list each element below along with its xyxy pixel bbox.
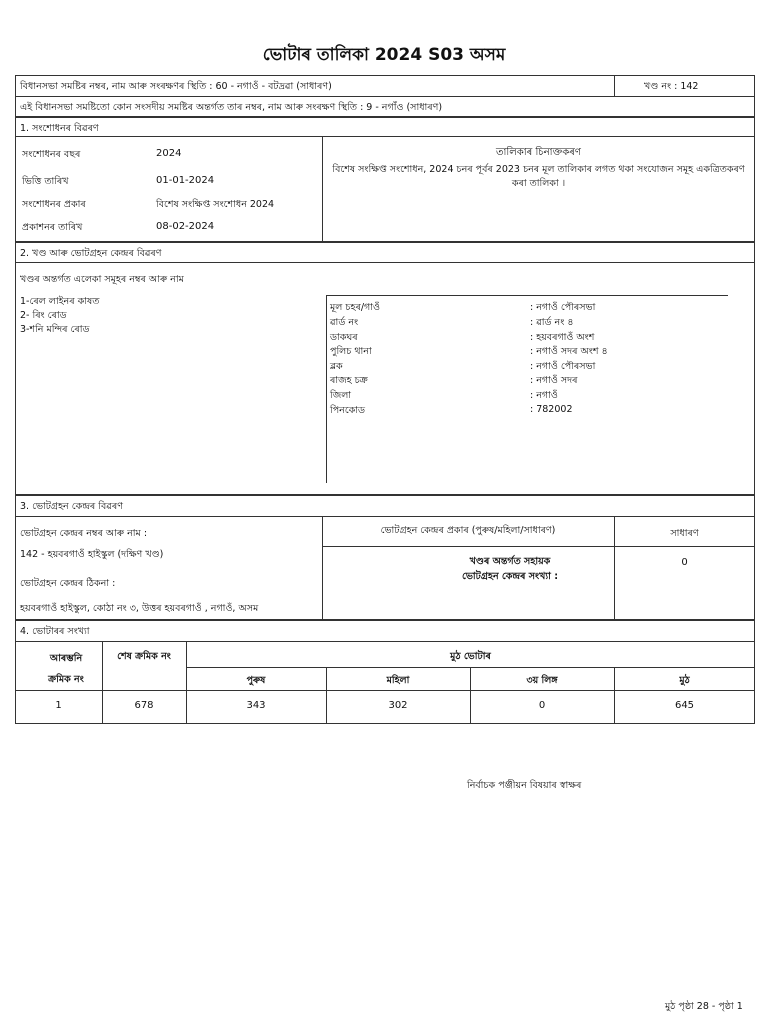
police-station-value: : নগাওঁ সদৰ অংশ ৪ (530, 346, 608, 357)
col-total-voters: মুঠ ভোটাৰ (450, 651, 491, 662)
value-male: 343 (246, 700, 266, 711)
col-third-gender: ৩য় লিঙ্গ (526, 675, 558, 686)
district-label: জিলা (330, 390, 352, 401)
revision-year-value: 2024 (156, 148, 182, 159)
station-type-label: ভোটগ্ৰহন কেন্দ্ৰৰ প্ৰকাৰ (পুৰুষ/মহিলা/সাধাৰণ) (380, 525, 556, 536)
page-title: ভোটাৰ তালিকা 2024 S03 অসম (262, 45, 506, 65)
part-number: খণ্ড নং : 142 (644, 81, 699, 92)
publication-date-label: প্ৰকাশনৰ তাৰিখ (22, 222, 83, 233)
section-4-heading: 4. ভোটাৰৰ সংখ্যা (20, 626, 90, 637)
value-start-serial: 1 (55, 700, 62, 711)
district-value: : নগাওঁ (530, 390, 558, 401)
col-female: মহিলা (386, 675, 410, 686)
qualifying-date-label: ভিত্তি তাৰিখ (22, 176, 69, 187)
list-identification-text: বিশেষ সংক্ষিপ্ত সংশোধন, 2024 চনৰ পূৰ্বৰ 2023 চনৰ মূল তালিকাৰ লগত থকা সংযোজন সমূহ একত্ৰিতকৰণ কৰা তালিকা । (332, 164, 745, 189)
areas-subheading: খণ্ডৰ অন্তৰ্গত এলেকা সমূহৰ নম্বৰ আৰু নাম (20, 274, 184, 285)
section-1-heading: 1. সংশোধনৰ বিৱৰণ (20, 123, 99, 134)
parliamentary-constituency: এই বিধানসভা সমষ্টিতো কোন সংসদীয় সমষ্টিৰ অন্তৰ্গত তাৰ নম্বৰ, নাম আৰু সংৰক্ষণ স্থিতি : 9 - নগাঁও (সাধাৰণ) (20, 102, 443, 113)
main-town-label: মূল চহৰ/গাওঁ (330, 302, 381, 313)
col-male: পুৰুষ (246, 675, 266, 686)
area-item-2: 2- ৰিং ৰোড (20, 310, 67, 321)
revision-year-label: সংশোধনৰ বছৰ (22, 149, 81, 160)
section-2-heading: 2. খণ্ড আৰু ভোটগ্ৰহন কেন্দ্ৰৰ বিৱৰণ (20, 248, 162, 259)
polling-address-label: ভোটগ্ৰহন কেন্দ্ৰৰ ঠিকনা : (20, 578, 116, 589)
block-value: : নগাওঁ পৌৰসভা (530, 361, 596, 372)
area-item-1: 1-ৰেল লাইনৰ কাষত (20, 296, 100, 307)
publication-date-value: 08-02-2024 (156, 221, 215, 232)
signature-label: নিৰ্বাচক পঞ্জীয়ন বিষয়াৰ স্বাক্ষৰ (467, 780, 582, 791)
revenue-circle-value: : নগাওঁ সদৰ (530, 375, 578, 386)
revision-type-label: সংশোধনৰ প্ৰকাৰ (22, 199, 86, 210)
pincode-value: : 782002 (530, 404, 573, 415)
ward-value: : ৱাৰ্ড নং ৪ (530, 317, 574, 328)
ward-label: ৱাৰ্ড নং (330, 317, 359, 328)
value-total: 645 (674, 700, 695, 711)
block-label: ব্লক (330, 361, 343, 372)
polling-station-value: 142 - হয়বৰগাওঁ হাইস্কুল (দক্ষিণ খণ্ড) (20, 549, 164, 560)
value-female: 302 (388, 700, 408, 711)
polling-address-value: হয়বৰগাওঁ হাইস্কুল, কোঠা নং ৩, উত্তৰ হয়বৰগাওঁ , নগাওঁ, অসম (20, 603, 259, 614)
auxiliary-stations-label: খণ্ডৰ অন্তৰ্গত সহায়ক ভোটগ্ৰহন কেন্দ্ৰৰ সংখ্যা : (461, 556, 558, 582)
section-3-heading: 3. ভোটগ্ৰহন কেন্দ্ৰৰ বিৱৰণ (20, 501, 123, 512)
main-town-value: : নগাওঁ পৌৰসভা (530, 302, 596, 313)
page-footer: মুঠ পৃষ্ঠা 28 - পৃষ্ঠা 1 (665, 1001, 743, 1012)
revenue-circle-label: ৰাজহ চক্ৰ (330, 375, 368, 386)
assembly-constituency: বিধানসভা সমষ্টিৰ নম্বৰ, নাম আৰু সংৰক্ষণৰ স্থিতি : 60 - নগাওঁ - বটদ্ৰৱা (সাধাৰণ) (20, 81, 332, 92)
area-item-3: 3-শনি মন্দিৰ ৰোড (20, 324, 90, 335)
post-office-label: ডাকঘৰ (330, 332, 358, 343)
auxiliary-stations-value: 0 (681, 557, 688, 568)
col-end-serial: শেষ ক্ৰমিক নং (117, 651, 171, 662)
qualifying-date-value: 01-01-2024 (156, 175, 215, 186)
value-third-gender: 0 (538, 700, 546, 711)
col-total: মুঠ (679, 675, 690, 686)
pincode-label: পিনকোড (330, 405, 366, 416)
revision-type-value: বিশেষ সংক্ষিপ্ত সংশোধন 2024 (156, 199, 275, 210)
station-type-value: সাধাৰণ (670, 528, 699, 539)
value-end-serial: 678 (134, 700, 154, 711)
col-start-serial: আৰম্ভনি ক্ৰমিক নং (48, 653, 84, 685)
list-identification-title: তালিকাৰ চিনাক্তকৰণ (496, 147, 581, 158)
police-station-label: পুলিচ থানা (330, 346, 372, 357)
post-office-value: : হয়বৰগাওঁ অংশ (530, 332, 595, 343)
polling-station-label: ভোটগ্ৰহন কেন্দ্ৰৰ নম্বৰ আৰু নাম : (20, 528, 148, 539)
